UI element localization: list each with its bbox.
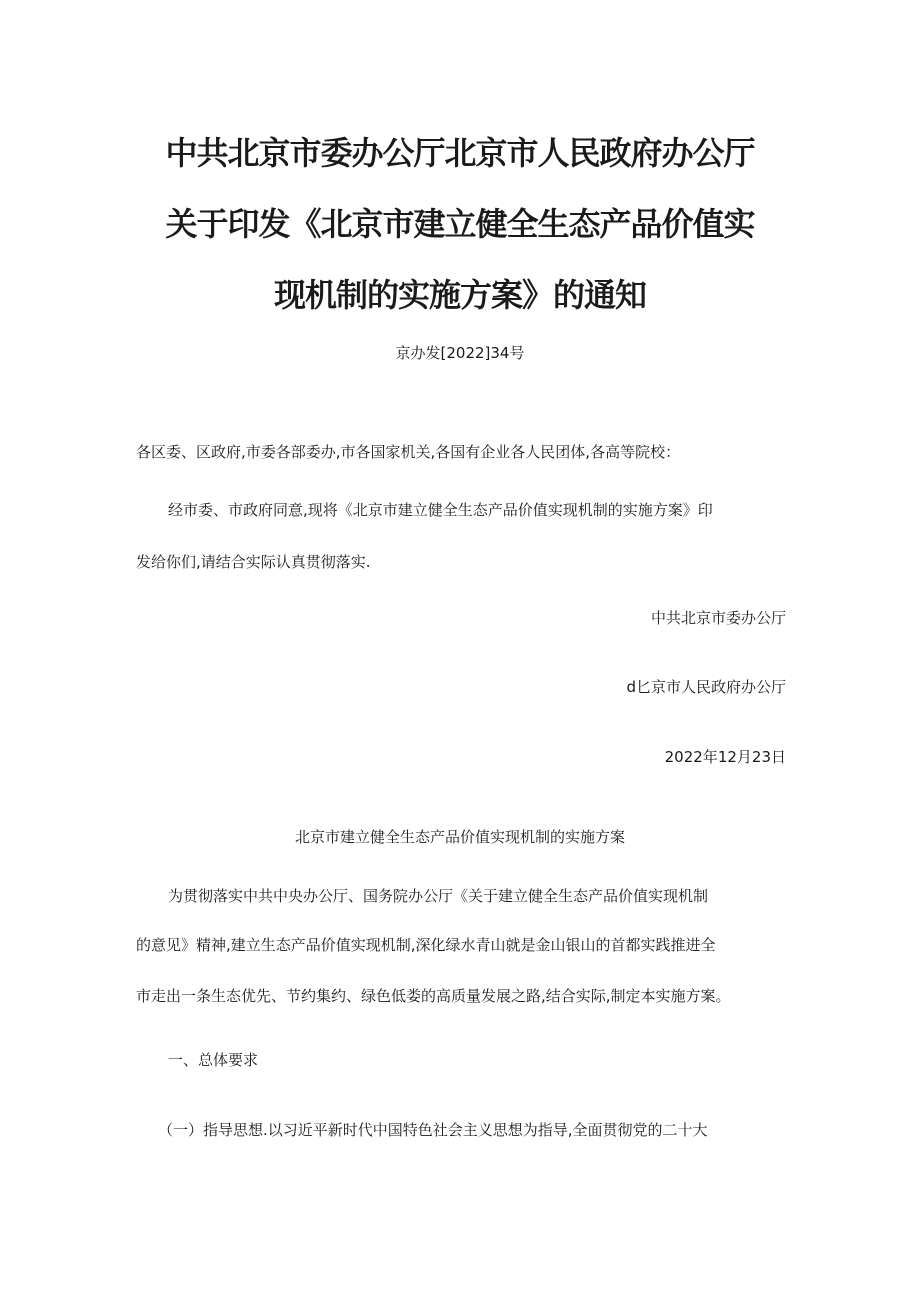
preamble-line-1: 为贯彻落实中共中央办公厅、国务院办公厅《关于建立健全生态产品价值实现机制 (168, 887, 709, 905)
intro-line-2: 发给你们,请结合实际认真贯彻落实. (136, 553, 371, 571)
preamble-line-3: 市走出一条生态优先、节约集约、绿色低娄的高质量发展之路,结合实际,制定本实施方案。 (136, 987, 731, 1005)
document-title-line-1: 中共北京市委办公厅北京市人民政府办公厅 (165, 134, 755, 172)
issue-date: 2022年12月23日 (664, 748, 786, 766)
addressee: 各区委、区政府,市委各部委办,市各国家机关,各国有企业各人民团体,各高等院校： (136, 443, 681, 461)
issuer-government-office: d匕京市人民政府办公厅 (626, 678, 786, 696)
issuer-party-office: 中共北京市委办公厅 (650, 609, 786, 627)
plan-title: 北京市建立健全生态产品价值实现机制的实施方案 (294, 828, 625, 846)
document-number: 京办发[2022]34号 (395, 344, 525, 362)
preamble-line-2: 的意见》精神,建立生态产品价值实现机制,深化绿水青山就是金山银山的首都实践推进全 (136, 936, 716, 954)
document-title-line-3: 现机制的实施方案》的通知 (273, 276, 646, 314)
guiding-ideology-paragraph: （一）指导思想.以习近平新时代中国特色社会主义思想为指导,全面贯彻党的二十大 (158, 1121, 708, 1139)
intro-line-1: 经市委、市政府同意,现将《北京市建立健全生态产品价值实现机制的实施方案》印 (168, 501, 713, 519)
section-heading-general-requirements: 一、总体要求 (168, 1051, 259, 1069)
document-title-line-2: 关于印发《北京市建立健全生态产品价值实 (165, 205, 755, 243)
